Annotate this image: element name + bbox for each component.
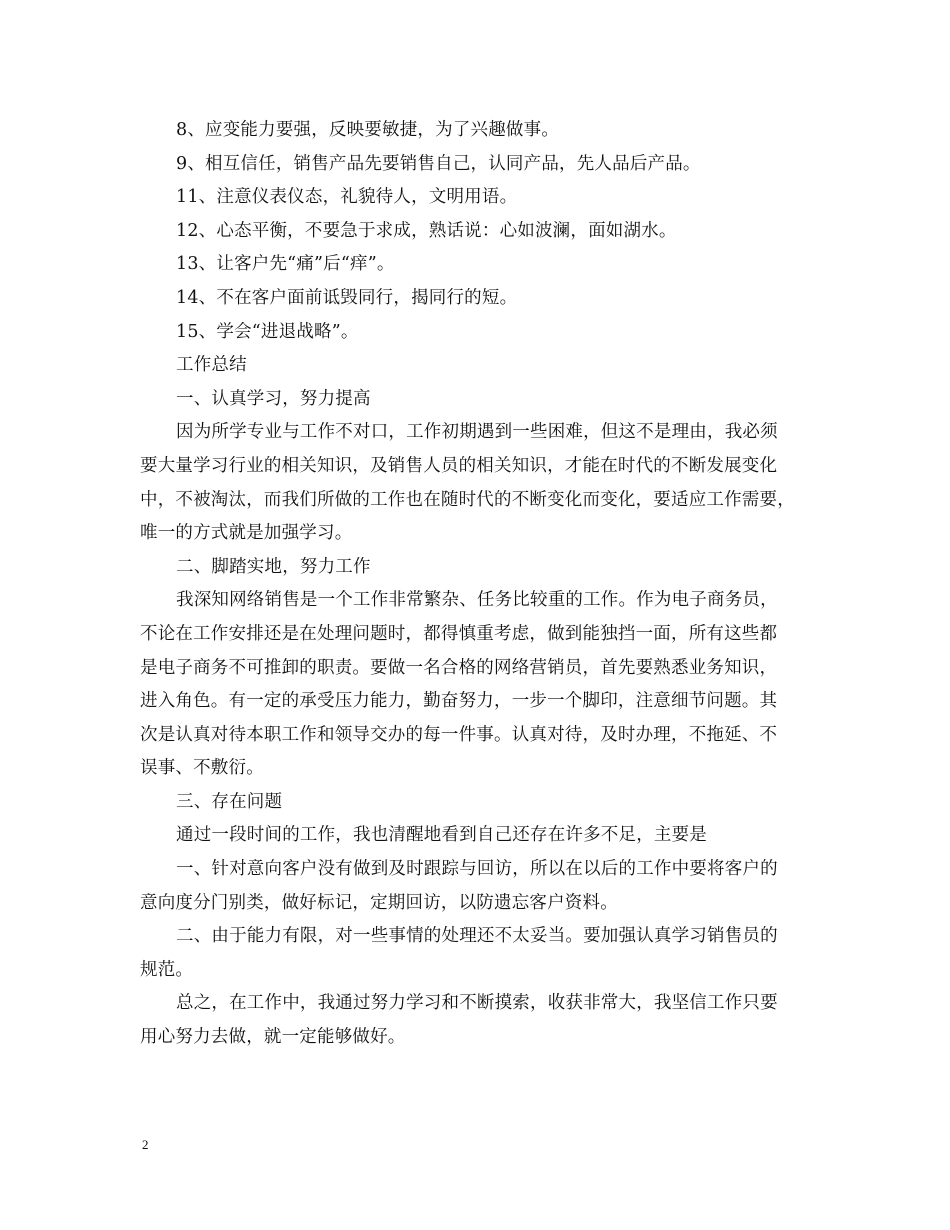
text-line: 13、让客户先“痛”后“痒”。 — [176, 254, 395, 275]
section-heading: 二、脚踏实地，努力工作 — [176, 556, 371, 577]
text-line: 11、注意仪表仪态，礼貌待人，文明用语。 — [176, 187, 518, 208]
text-line: 因为所学专业与工作不对口，工作初期遇到一些困难，但这不是理由，我必须 — [176, 422, 778, 443]
text-line: 8、应变能力要强，反映要敏捷，为了兴趣做事。 — [176, 120, 560, 140]
text-line: 总之，在工作中，我通过努力学习和不断摸索，收获非常大，我坚信工作只要 — [176, 993, 778, 1014]
text-line: 中，不被淘汰，而我们所做的工作也在随时代的不断变化而变化，要适应工作需要， — [140, 489, 795, 510]
text-line: 12、心态平衡，不要急于求成，熟话说：心如波澜，面如湖水。 — [176, 220, 677, 241]
text-line: 9、相互信任，销售产品先要销售自己，认同产品，先人品后产品。 — [176, 153, 701, 174]
text-line: 不论在工作安排还是在处理问题时，都得慎重考虑，做到能独挡一面，所有这些都 — [140, 623, 778, 644]
text-line: 意向度分门别类，做好标记，定期回访，以防遗忘客户资料。 — [140, 892, 618, 913]
text-line: 误事、不敷衍。 — [140, 758, 264, 779]
page-number: 2 — [142, 1137, 149, 1152]
text-line: 14、不在客户面前诋毁同行，揭同行的短。 — [176, 287, 518, 308]
text-line: 是电子商务不可推卸的职责。要做一名合格的网络营销员，首先要熟悉业务知识， — [140, 657, 778, 678]
section-heading: 三、存在问题 — [176, 791, 283, 812]
text-line: 二、由于能力有限，对一些事情的处理还不太妥当。要加强认真学习销售员的 — [176, 926, 778, 947]
text-line: 次是认真对待本职工作和领导交办的每一件事。认真对待，及时办理，不拖延、不 — [140, 724, 778, 745]
text-line: 通过一段时间的工作，我也清醒地看到自己还存在许多不足，主要是 — [176, 825, 707, 846]
section-heading: 工作总结 — [176, 355, 247, 376]
text-line: 15、学会“进退战略”。 — [176, 321, 359, 342]
text-line: 规范。 — [140, 959, 194, 980]
document-body — [140, 114, 832, 1055]
text-line: 我深知网络销售是一个工作非常繁杂、任务比较重的工作。作为电子商务员， — [176, 590, 778, 611]
section-heading: 一、认真学习，努力提高 — [176, 388, 371, 409]
text-line: 进入角色。有一定的承受压力能力，勤奋努力，一步一个脚印，注意细节问题。其 — [140, 691, 778, 712]
text-line: 唯一的方式就是加强学习。 — [140, 523, 353, 544]
text-line: 要大量学习行业的相关知识，及销售人员的相关知识，才能在时代的不断发展变化 — [140, 455, 778, 476]
text-line: 用心努力去做，就一定能够做好。 — [140, 1027, 406, 1048]
text-line: 一、针对意向客户没有做到及时跟踪与回访，所以在以后的工作中要将客户的 — [176, 859, 778, 880]
